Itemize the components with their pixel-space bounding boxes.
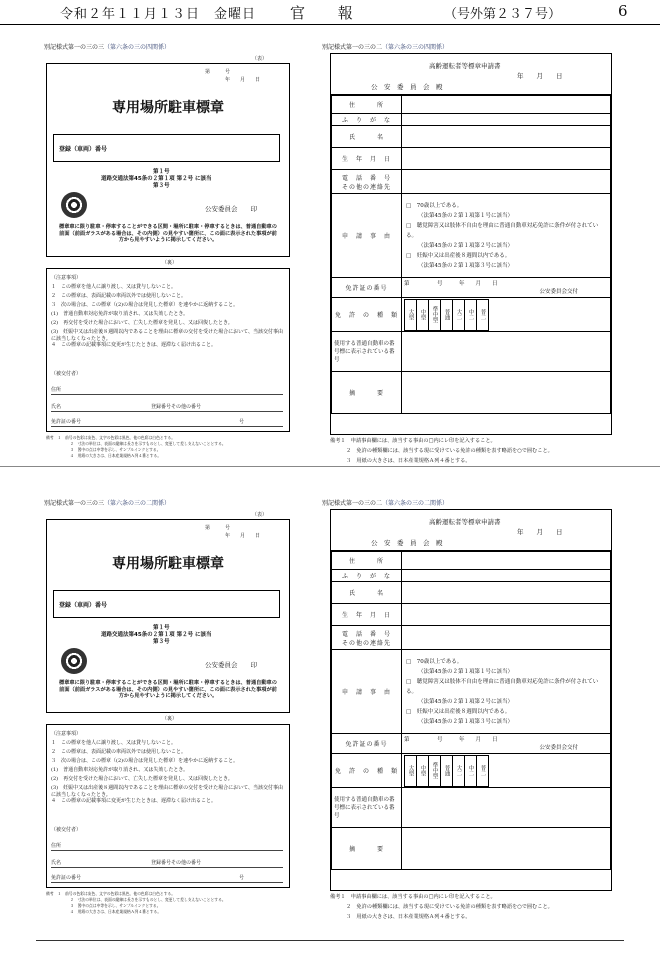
holder-address: 住所 [51,843,62,849]
birthdate-field[interactable] [402,604,611,626]
form-pair-2 [0,478,660,928]
application-form [330,509,612,891]
section-divider [0,466,660,467]
caution-item: ２ この標章は、表面記載の車両以外では使用しないこと。 [51,749,187,755]
left-form-label: 別記様式第一の三の三（第六条の三の二関係） [44,500,171,507]
row-name: 氏 名 [332,126,402,148]
row-vehicle-number: 使用する普通自動車の番号標に表示されている番号 [332,332,402,372]
birthdate-field[interactable] [402,148,611,170]
commission-seal: 公安委員会 印 [205,205,257,213]
front-label: （表） [252,56,268,62]
law-item-1: 第１号 [153,625,170,631]
addressee: 公 安 委 員 会 殿 [371,539,443,547]
caution-item: (2) 再交付を受けた場合において、亡失した標章を発見し、又は回復したとき。 [51,320,233,326]
caution-item: (1) 普通自動車対応免許が取り消され、又は失効したとき。 [51,311,189,317]
row-birthdate: 生 年 月 日 [332,604,402,626]
reason-item[interactable]: □ 70歳以上である。 [406,658,463,665]
license-number-suffix: 号 [239,875,245,881]
license-kind[interactable]: 普二 [477,755,489,786]
row-vehicle-number: 使用する普通自動車の番号標に表示されている番号 [332,788,402,828]
registration-label: 登録（車両）番号 [59,146,108,153]
license-kind[interactable]: 中二 [465,299,477,330]
law-item-3: 第３号 [153,183,170,189]
license-kinds [404,299,489,331]
caution-item: １ この標章を他人に譲り渡し、又は貸与しないこと。 [51,740,177,746]
application-table [331,551,611,870]
caution-item: ４ この標章の記載事項に変更が生じたときは、遅滞なく届け出ること。 [51,342,217,348]
row-license: 免許証の番号 [332,278,402,298]
footnote: 備考 １ 前号の色彩は灰色、文字の色彩は黒色、他の色彩は白色とする。 [46,891,176,896]
vehicle-number-label: 登録番号その他の番号 [151,860,202,866]
caution-item: ３ 次の場合は、この標章（(2)の場合は発見した標章）を速やかに返納すること。 [51,302,239,308]
gazette-name: 官 報 [290,4,367,22]
license-line [51,882,283,883]
license-kind[interactable]: 準中型 [429,755,441,786]
application-form [330,53,612,435]
license-kind[interactable]: 普通 [441,299,453,330]
parking-sign-front [46,519,290,713]
reasons-field[interactable] [402,650,611,734]
sign-notice: 標章車に限り駐車・停車することができる区間・場所に駐車・停車するときは、普通自動車の前面（前面ガラスがある場合は、その内側）の見やすい箇所に、この面に表示された事項が前方から見やすいように掲示してください。 [59,680,277,699]
application-note: ３ 用紙の大きさは、日本産業規格Ａ列４番とする。 [346,458,471,464]
reason-item[interactable]: □ 聴覚障害又は肢体不自由を理由に普通自動車対応免許に条件が付されている。 [406,222,599,239]
sign-notice: 標章車に限り駐車・停車することができる区間・場所に駐車・停車するときは、普通自動車の前面（前面ガラスがある場合は、その内側）の見やすい箇所に、この面に表示された事項が前方から見やすいように掲示してください。 [59,224,277,243]
license-kind[interactable]: 大二 [453,755,465,786]
parking-sign-front [46,63,290,257]
license-kind[interactable]: 中二 [465,755,477,786]
furigana-field[interactable] [402,570,611,582]
license-kind[interactable]: 中型 [417,755,429,786]
row-reasons: 申 請 事 由 [332,194,402,278]
license-kind[interactable]: 大二 [453,299,465,330]
row-license-kind: 免 許 の 種 類 [332,754,402,788]
row-remarks: 摘 要 [332,828,402,870]
remarks-field[interactable] [402,828,611,870]
phone-field[interactable] [402,170,611,194]
address-field[interactable] [402,552,611,570]
front-label: （表） [252,512,268,518]
law-item-1: 第１号 [153,169,170,175]
footnote: ４ 用紙の大きさは、日本産業規格Ａ列４番とする。 [70,909,162,914]
application-header [331,510,611,551]
phone-field[interactable] [402,626,611,650]
license-kind[interactable]: 中型 [417,299,429,330]
right-form-label: 別記様式第一の三の二（第六条の三の四関係） [322,44,449,51]
application-note: 備考１ 申請事由欄には、該当する事由の□内にレ印を記入すること。 [330,438,496,444]
reason-item: （法第45条の２第１項第２号に該当） [418,242,513,249]
left-form-label: 別記様式第一の三の三（第六条の三の四関係） [44,44,171,51]
caution-item: (1) 普通自動車対応免許が取り消され、又は失効したとき。 [51,767,189,773]
furigana-field[interactable] [402,114,611,126]
sign-date: 年 月 日 [225,533,261,539]
footnote: ３ 図中の点は中等を示し、サンプルインクとする。 [70,903,161,908]
row-address: 住 所 [332,96,402,114]
caution-item: ３ 次の場合は、この標章（(2)の場合は発見した標章）を速やかに返納すること。 [51,758,239,764]
police-emblem-icon [61,648,87,674]
row-name: 氏 名 [332,582,402,604]
registration-label: 登録（車両）番号 [59,602,108,609]
vehicle-number-field[interactable] [402,332,611,372]
reason-item[interactable]: □ 妊娠中又は出産後８週間以内である。 [406,252,511,259]
police-emblem-icon [61,192,87,218]
holder-label: （被交付者） [51,371,82,377]
sign-title: 専用場所駐車標章 [112,556,224,572]
application-date: 年 月 日 [517,72,563,80]
name-field[interactable] [402,582,611,604]
license-number-label: 免許証の番号 [51,875,82,881]
license-kind-field[interactable] [402,298,611,332]
holder-address: 住所 [51,387,62,393]
commission-seal: 公安委員会 印 [205,661,257,669]
application-title: 高齢運転者等標章申請書 [429,518,501,526]
caution-item: (3) 妊娠中又は出産後８週間以内であることを理由に標章の交付を受けた場合において、当該交付事由に該当しなくなったとき。 [51,329,283,342]
reason-item: （法第45条の２第１項第３号に該当） [418,262,513,269]
application-table [331,95,611,414]
holder-label: （被交付者） [51,827,82,833]
addressee: 公 安 委 員 会 殿 [371,83,443,91]
application-note: ２ 免許の種類欄には、該当する現に受けている免許の種類を表す略語を○で囲むこと。 [346,904,553,910]
caution-item: ４ この標章の記載事項に変更が生じたときは、遅滞なく届け出ること。 [51,798,217,804]
license-line [51,426,283,427]
row-reasons: 申 請 事 由 [332,650,402,734]
law-item-3: 第３号 [153,639,170,645]
footnote: ２ 寸法の単位は、表面の縦線は長さを示すものとし、変更して差し支えないこととする。 [70,441,226,446]
footnote: ２ 寸法の単位は、表面の縦線は長さを示すものとし、変更して差し支えないこととする。 [70,897,226,902]
row-phone: 電 話 番 号 その他の連絡先 [332,170,402,194]
sign-title: 専用場所駐車標章 [112,100,224,116]
page-number: 6 [618,2,628,20]
name-field[interactable] [402,126,611,148]
holder-name: 氏名 [51,860,62,866]
name-line [51,867,283,868]
back-label: （裏） [162,260,178,266]
parking-sign-back [46,724,290,888]
row-birthdate: 生 年 月 日 [332,148,402,170]
reason-item: （法第45条の２第１項第２号に該当） [418,698,513,705]
application-date: 年 月 日 [517,528,563,536]
application-note: ２ 免許の種類欄には、該当する現に受けている免許の種類を表す略語を○で囲むこと。 [346,448,553,454]
address-line [51,394,283,395]
license-number-label: 免許証の番号 [51,419,82,425]
holder-name: 氏名 [51,404,62,410]
name-line [51,411,283,412]
vehicle-number-label: 登録番号その他の番号 [151,404,202,410]
reason-item: （法第45条の２第１項第３号に該当） [418,718,513,725]
reason-item[interactable]: □ 70歳以上である。 [406,202,463,209]
row-license: 免許証の番号 [332,734,402,754]
license-kinds [404,755,489,787]
issue-number: （号外第２３７号） [444,7,562,22]
address-line [51,850,283,851]
sign-date: 年 月 日 [225,77,261,83]
application-note: ３ 用紙の大きさは、日本産業規格Ａ列４番とする。 [346,914,471,920]
license-kind[interactable]: 大型 [405,755,417,786]
row-address: 住 所 [332,552,402,570]
license-field[interactable]: 第 号 年 月 日 公安委員会交付 [402,278,611,298]
license-number-suffix: 号 [239,419,245,425]
reason-item[interactable]: □ 聴覚障害又は肢体不自由を理由に普通自動車対応免許に条件が付されている。 [406,678,599,695]
issue-date: 令和２年１１月１３日 金曜日 [60,7,257,22]
law-article: 道路交通法第45条の２第１項 第２号 に該当 [101,632,212,638]
row-license-kind: 免 許 の 種 類 [332,298,402,332]
sign-number: 第 号 [205,525,231,531]
parking-sign-back [46,268,290,432]
address-field[interactable] [402,96,611,114]
row-remarks: 摘 要 [332,372,402,414]
footnote: 備考 １ 前号の色彩は灰色、文字の色彩は黒色、他の色彩は白色とする。 [46,435,176,440]
license-kind[interactable]: 大型 [405,299,417,330]
caution-item: （注意事項） [51,275,82,281]
sign-number: 第 号 [205,69,231,75]
license-kind-field[interactable] [402,754,611,788]
reason-item: （法第45条の２第１項第１号に該当） [418,212,513,219]
license-field[interactable]: 第 号 年 月 日 公安委員会交付 [402,734,611,754]
row-furigana: ふ り が な [332,114,402,126]
remarks-field[interactable] [402,372,611,414]
footnote: ４ 用紙の大きさは、日本産業規格Ａ列４番とする。 [70,453,162,458]
reason-item[interactable]: □ 妊娠中又は出産後８週間以内である。 [406,708,511,715]
row-furigana: ふ り が な [332,570,402,582]
application-header [331,54,611,95]
law-article: 道路交通法第45条の２第１項 第２号 に該当 [101,176,212,182]
license-kind[interactable]: 普通 [441,755,453,786]
caution-item: １ この標章を他人に譲り渡し、又は貸与しないこと。 [51,284,177,290]
application-title: 高齢運転者等標章申請書 [429,62,501,70]
vehicle-number-field[interactable] [402,788,611,828]
form-pair-1 [0,22,660,472]
caution-item: ２ この標章は、表面記載の車両以外では使用しないこと。 [51,293,187,299]
footnote: ３ 図中の点は中等を示し、サンプルインクとする。 [70,447,161,452]
license-kind[interactable]: 準中型 [429,299,441,330]
reason-item: （法第45条の２第１項第１号に該当） [418,668,513,675]
row-phone: 電 話 番 号 その他の連絡先 [332,626,402,650]
license-kind[interactable]: 普二 [477,299,489,330]
page-bottom-rule [36,940,624,941]
right-form-label: 別記様式第一の三の二（第六条の三の二関係） [322,500,449,507]
caution-item: (2) 再交付を受けた場合において、亡失した標章を発見し、又は回復したとき。 [51,776,233,782]
application-note: 備考１ 申請事由欄には、該当する事由の□内にレ印を記入すること。 [330,894,496,900]
caution-item: （注意事項） [51,731,82,737]
back-label: （裏） [162,716,178,722]
reasons-field[interactable] [402,194,611,278]
caution-item: (3) 妊娠中又は出産後８週間以内であることを理由に標章の交付を受けた場合において、当該交付事由に該当しなくなったとき。 [51,785,283,798]
